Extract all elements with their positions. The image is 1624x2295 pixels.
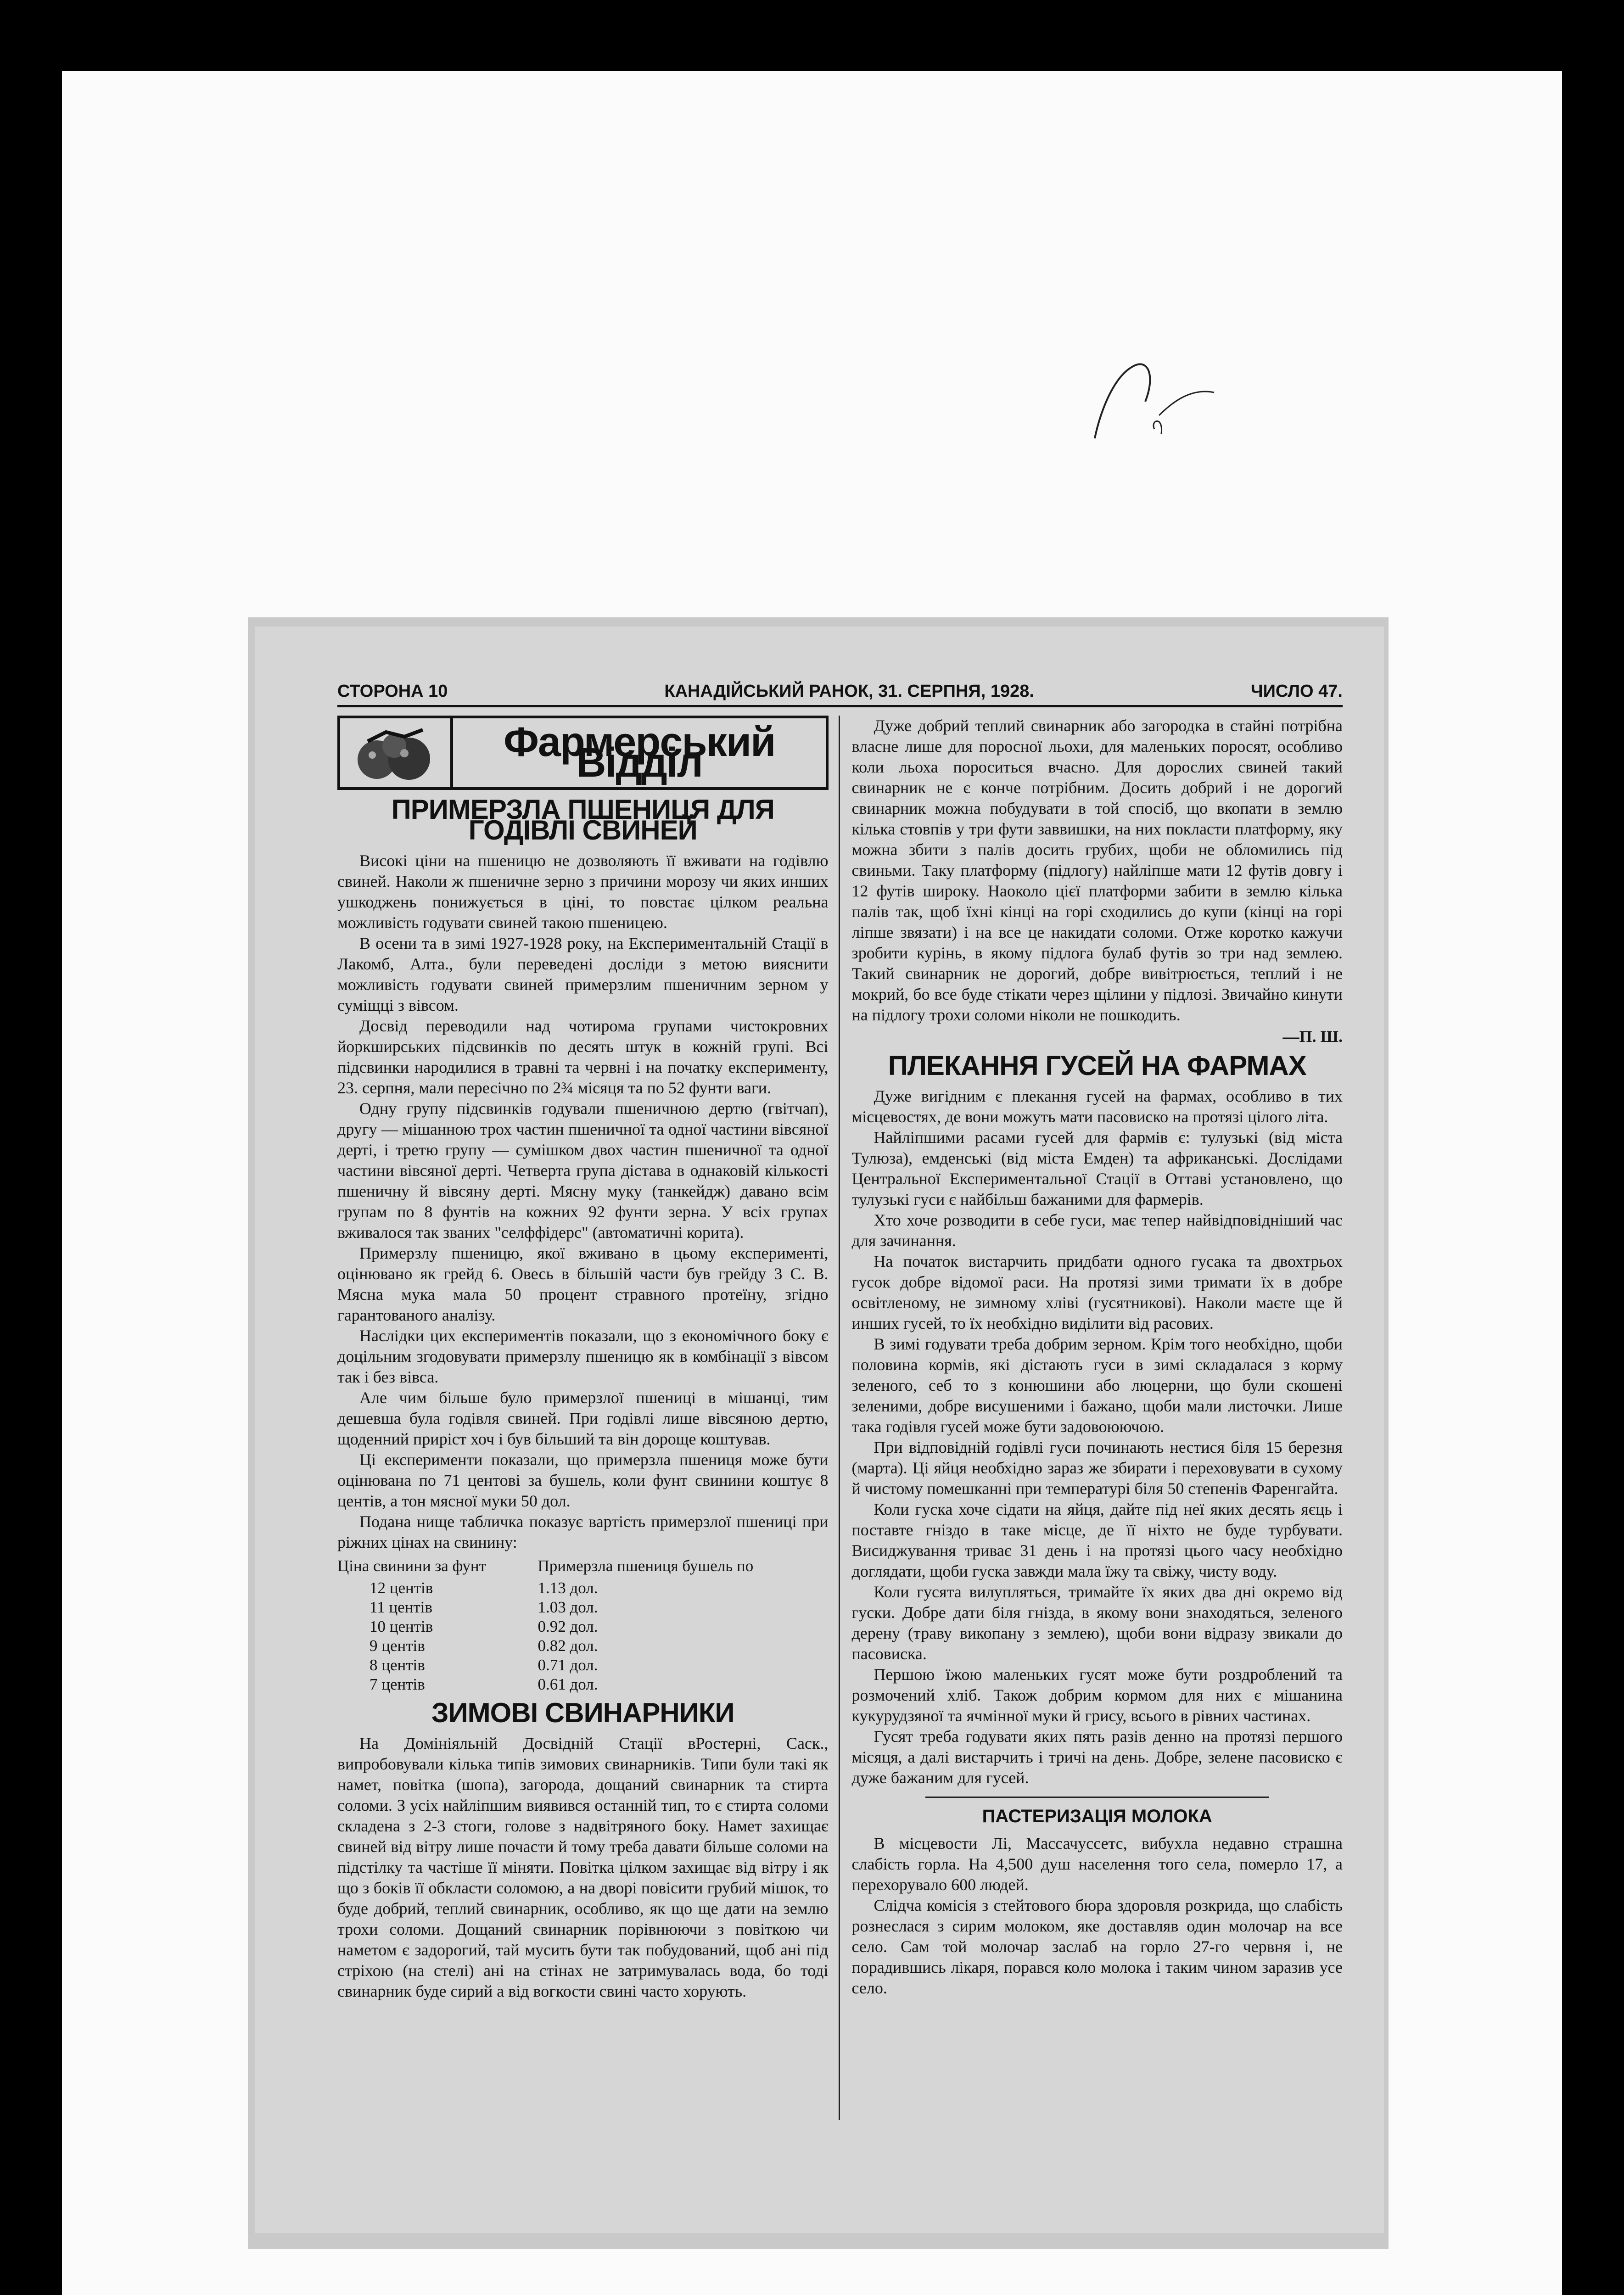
- paragraph: Дуже добрий теплий свинарник або загородка в стайні потрібна власне лише для поросної льохи, для маленьких поросят, особливо коли льоха пороситься вчасно. Для дорослих свиней такий свинарник не є конче потрібним. Досить добрий і не дорогий свинарник можна побудувати в той спосіб, що вкопати в землю кілька стовпів у три фути заввишки, на них покласти платформу, яку можна збити з палів досить грубих, щоби не обломились під свиньми. Таку платформу (підлогу) найліпше мати 12 футів довгу і 12 футів широку. Наоколо цієї платформи забити в землю кілька палів так, щоб їхні кінці на горі сходились до купи (кінці на горі ліпше звязати) і на все це накидати соломи. Отже коротко кажучи зробити курінь, в якому підлога булаб футів зо три над землею. Такий свинарник не дорогий, добре вивітрюється, теплий і не мокрий, бо все буде стікати через щілини у підлозі. Звичайно кинути на підлогу трохи соломи ніколи не пошкодить.: [851, 716, 1343, 1024]
- paragraph: Дуже вигідним є плекання гусей на фармах, особливо в тих місцевостях, де вони можуть мати пасовиско на протязі цілого літа.: [851, 1087, 1343, 1126]
- paragraph: В місцевости Лі, Массачуссетс, вибухла недавно страшна слабість горла. На 4,500 душ населення того села, померло 17, а перехорувало 600 людей.: [851, 1834, 1343, 1894]
- article-title: ПРИМЕРЗЛА ПШЕНИЦЯ ДЛЯ ГОДІВЛІ СВИНЕЙ: [391, 794, 774, 845]
- table-cell: 12 центів: [370, 1579, 433, 1597]
- table-row: [337, 1617, 829, 1636]
- table-cell: 7 центів: [370, 1675, 425, 1693]
- paper-title: КАНАДІЙСЬКИЙ РАНОК, 31. СЕРПНЯ, 1928.: [664, 682, 1034, 701]
- section-title: Фармерський Відділ: [504, 719, 775, 786]
- table-cell: 0.71 дол.: [538, 1656, 598, 1674]
- paragraph: Коли гусята вилупляться, тримайте їх яких два дні окремо від гуски. Добре дати біля гнізда, в якому вони знаходяться, зеленого дерену (траву викопану з землею), щоби вони відразу звикали до пасовиска.: [851, 1583, 1343, 1663]
- article-title: ПАСТЕРИЗАЦІЯ МОЛОКА: [982, 1806, 1212, 1826]
- price-table: [337, 1556, 829, 1694]
- page-number: СТОРОНА 10: [337, 682, 448, 701]
- divider: [925, 1797, 1269, 1798]
- author-signature: —П. Ш.: [1282, 1027, 1343, 1046]
- article-title: ЗИМОВІ СВИНАРНИКИ: [431, 1697, 734, 1728]
- table-cell: 9 центів: [370, 1637, 425, 1655]
- paragraph: Але чим більше було примерзлої пшениці в мішанці, тим дешевша була годівля свиней. При годівлі лише вівсяною дертю, щоденний приріст хоч і був більший та він дороще коштував.: [337, 1388, 829, 1448]
- columns: [337, 716, 1343, 2120]
- table-cell: 0.82 дол.: [538, 1637, 598, 1655]
- table-header: Примерзла пшениця бушель по: [538, 1557, 754, 1575]
- table-row: [337, 1675, 829, 1694]
- paragraph: Ці експерименти показали, що примерзла пшениця може бути оцінювана по 71 центові за бушель, коли фунт свинини коштує 8 центів, а тон мясної муки 50 дол.: [337, 1450, 829, 1510]
- table-row: [337, 1579, 829, 1598]
- table-row: [337, 1636, 829, 1656]
- paragraph: При відповідній годівлі гуси починають нестися біля 15 березня (марта). Ці яйця необхідно зараз же збирати і переховувати в сухому й чистому помешканні при температурі біля 50 степенів Фаренгайта.: [851, 1438, 1343, 1498]
- paragraph: Хто хоче розводити в себе гуси, має тепер найвідповідніший час для зачинання.: [851, 1211, 1343, 1250]
- newspaper-page: [255, 627, 1384, 2233]
- article-title: ПЛЕКАННЯ ГУСЕЙ НА ФАРМАХ: [888, 1050, 1306, 1081]
- table-cell: 10 центів: [370, 1618, 433, 1635]
- paragraph: Одну групу підсвинків годували пшеничною дертю (гвітчап), другу — мішанною трох частин пшеничної та одної частини вівсяної дерті, і третю групу — сумішком двох частин пшеничної та одної частини вівсяної дерті. Четверта група дістава в однаковій кількості пшеничну й вівсяну дерті. Мясну муку (танкейдж) давано всім групам по 8 фунтів на кожних 92 фунти зерна. У всіх групах вживалося так званих "селффідерс" (автоматичні корита).: [337, 1099, 829, 1242]
- table-cell: 0.92 дол.: [538, 1618, 598, 1635]
- paragraph: Наслідки цих експериментів показали, що з економічного боку є доцільним згодовувати примерзлу пшеницю як в комбінації з вівсом так і без вівса.: [337, 1327, 829, 1386]
- paragraph: Слідча комісія з стейтового бюра здоровля розкрида, що слабість рознеслася з сирим молоком, яке доставляв один молочар на все село. Сам той молочар заслаб на горло 27-го червня і, не порадившись лікаря, порався коло молока і таким чином заразив усе село.: [851, 1896, 1343, 1997]
- table-cell: 11 центів: [370, 1598, 432, 1616]
- paragraph: На Домініяльній Досвідній Стації вРостерні, Саск., випробовували кілька типів зимових свинарників. Типи були такі як намет, повітка (шопа), загорода, дощаний свинарник та стирта соломи. З усіх найліпшим виявився останній тип, то є стирта соломи складена з 2-3 стоги, голове з надвітряного боку. Намет захищає свиней від вітру лише почасти й тому треба давати більше соломи на підстілку та частіше її міняти. Повітка цілком захищає від вітру і як що з боків її обкласти соломою, а на дворі повісити грубий мішок, то буде добрий, теплий свинарник, особливо, як що ще дати на землю трохи соломи. Дощаний свинарник порівнюючи з повіткою чи наметом є задорогий, тай мусить бути так побудований, щоб ані під стріхою (на стелі) ані на стінах не затримувалась вода, бо тоді свинарник буде сирий а від вогкости свині часто хорують.: [337, 1734, 829, 2000]
- table-cell: 1.13 дол.: [538, 1579, 598, 1597]
- paragraph: Найліпшими расами гусей для фармів є: тулузькі (від міста Тулюза), емденські (від міста Емден) та африканські. Дослідами Центральної Експериментальної Стації в Оттаві установлено, що тулузькі гуси є найбільш бажаними для фармерів.: [851, 1128, 1343, 1209]
- right-column: [840, 716, 1343, 2120]
- table-header-row: [337, 1556, 829, 1579]
- table-row: [337, 1656, 829, 1675]
- section-banner: [337, 716, 829, 790]
- paragraph: Досвід переводили над чотирома групами чистокровних йоркширських підсвинків по десять штук в кожній групі. Всі підсвинки народилися в травні та червні і на початку експерименту, 23. серпня, мали пересічно по 2¾ місяця та по 52 фунти ваги.: [337, 1017, 829, 1097]
- table-header: Ціна свинини за фунт: [337, 1557, 486, 1575]
- issue-number: ЧИСЛО 47.: [1250, 682, 1343, 701]
- tomato-icon: [340, 718, 453, 787]
- table-cell: 0.61 дол.: [538, 1675, 598, 1693]
- pen-mark: [1086, 347, 1223, 448]
- paragraph: Подана нище табличка показує вартість примерзлої пшениці при ріжних цінах на свинину:: [337, 1512, 829, 1551]
- paragraph: Першою їжою маленьких гусят може бути роздроблений та розмочений хліб. Також добрим кормом для них є мішанина кукурудзяної та ячмінної муки й грису, всього в рівних частинах.: [851, 1665, 1343, 1725]
- table-row: [337, 1598, 829, 1617]
- left-column: [337, 716, 840, 2120]
- paragraph: В зимі годувати треба добрим зерном. Крім того необхідно, щоби половина кормів, які дістають гуси в зимі складалася з корму зеленого, себ то з конюшини або люцерни, що були скошені зеленими, добре висушеними і бажано, щоби мали листочки. Лише така годівля гусей може бути задовоюючою.: [851, 1335, 1343, 1436]
- paragraph: Гусят треба годувати яких пять разів денно на протязі першого місяця, а далі вистарчить і тричі на день. Добре, зелене пасовиско є дуже бажаним для гусей.: [851, 1727, 1343, 1787]
- paragraph: В осени та в зимі 1927-1928 року, на Експериментальній Стації в Лакомб, Алта., були переведені досліди з метою вияснити можливість годувати свиней примерзлим пшеничним зерном у суміщці з вівсом.: [337, 934, 829, 1014]
- table-cell: 8 центів: [370, 1656, 425, 1674]
- paragraph: Коли гуска хоче сідати на яйця, дайте під неї яких десять яєць і поставте гніздо в таке місце, де її ніхто не буде турбувати. Висиджування триває 31 день і на протязі цього часу необхідно доглядати, щоби гуска завжди мала їжу та свіжу, чисту воду.: [851, 1500, 1343, 1580]
- paragraph: Примерзлу пшеницю, якої вживано в цьому експерименті, оцінювано як грейд 6. Овесь в більшій части був грейду 3 С. В. Мясна мука мала 50 процент стравного протеїну, згідно гарантованого аналізу.: [337, 1244, 829, 1324]
- paragraph: Високі ціни на пшеницю не дозволяють її вживати на годівлю свиней. Наколи ж пшеничне зерно з причини морозу чи яких инших ушкоджень понижується в ціні, то повстає цілком реальна можливість годувати свиней такою пшеницею.: [337, 851, 829, 932]
- table-cell: 1.03 дол.: [538, 1598, 598, 1616]
- paragraph: На початок вистарчить придбати одного гусака та двохтрьох гусок добре відомої раси. На протязі зими тримати їх в добре освітленому, не зимному хліві (гусятникові). Наколи маєте ще й инших гусей, то їх необхідно виділити від расових.: [851, 1252, 1343, 1332]
- masthead: [337, 682, 1343, 707]
